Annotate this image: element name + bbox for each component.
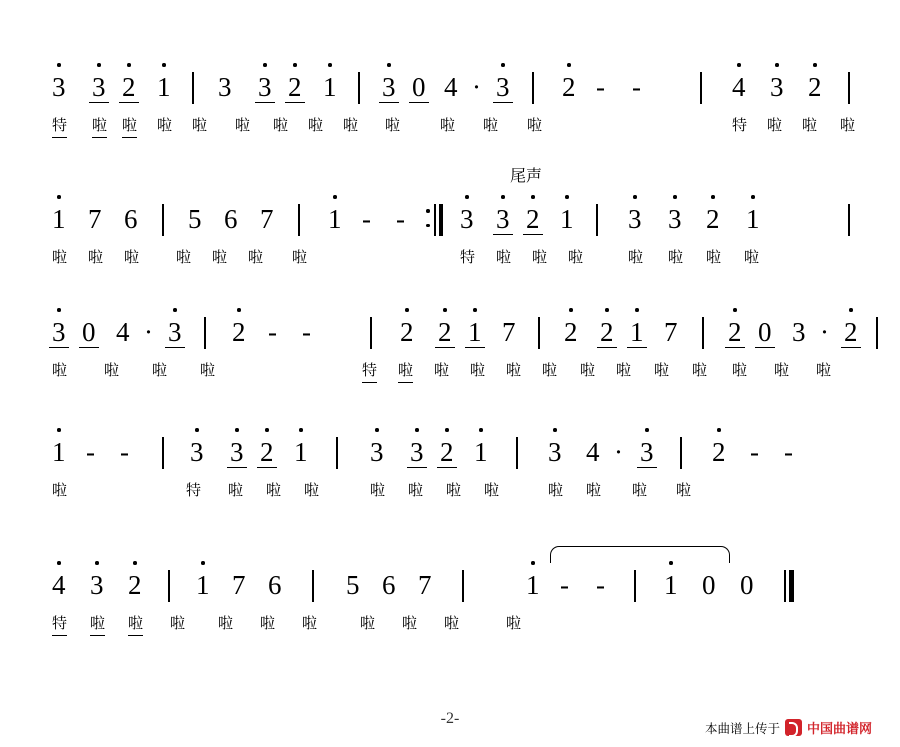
lyric-syllable: 啦 — [532, 248, 548, 266]
note: 6 — [224, 204, 238, 234]
barline — [162, 204, 164, 236]
note: 2 — [706, 204, 720, 234]
lyric-syllable: 啦 — [440, 116, 456, 134]
barline — [168, 570, 170, 602]
music-system — [40, 435, 860, 509]
lyrics-row — [40, 246, 860, 276]
notes-row — [40, 435, 860, 479]
note: 7 — [88, 204, 102, 234]
note: 2 — [128, 570, 142, 600]
lyric-syllable: 啦 — [668, 248, 684, 266]
note: 3 — [190, 437, 204, 467]
note: 3 — [770, 72, 784, 102]
lyric-syllable: 啦 — [402, 614, 418, 632]
duration-dash: - — [560, 570, 569, 600]
note: 2 — [844, 317, 858, 347]
barline — [462, 570, 464, 602]
duration-dash: - — [396, 204, 405, 234]
barline — [634, 570, 636, 602]
duration-dash: - — [596, 570, 605, 600]
lyric-syllable: 啦 — [496, 248, 512, 266]
lyric-syllable: 啦 — [292, 248, 308, 266]
note: 2 — [232, 317, 246, 347]
lyric-syllable: 啦 — [176, 248, 192, 266]
lyric-syllable: 啦 — [506, 361, 522, 379]
lyric-syllable: 啦 — [732, 361, 748, 379]
lyric-syllable: 啦 — [304, 481, 320, 499]
barline — [192, 72, 194, 104]
notes-row — [40, 70, 860, 114]
lyric-syllable: 啦 — [170, 614, 186, 632]
lyric-syllable: 啦 — [122, 114, 137, 138]
lyric-syllable: 啦 — [52, 481, 68, 499]
lyric-syllable: 啦 — [248, 248, 264, 266]
note: 3 — [668, 204, 682, 234]
lyric-syllable: 特 — [460, 248, 476, 266]
lyric-syllable: 啦 — [580, 361, 596, 379]
note: 1 — [52, 437, 66, 467]
duration-dash: - — [784, 437, 793, 467]
duration-dash: - — [302, 317, 311, 347]
music-system — [40, 202, 860, 276]
note: 0 — [82, 317, 96, 347]
note: 7 — [502, 317, 516, 347]
note: 4 — [444, 72, 458, 102]
lyric-syllable: 啦 — [676, 481, 692, 499]
note: 1 — [746, 204, 760, 234]
note: 2 — [122, 72, 136, 102]
augmentation-dot: · — [472, 72, 481, 102]
lyric-syllable: 啦 — [446, 481, 462, 499]
note: 3 — [168, 317, 182, 347]
lyric-syllable: 啦 — [398, 359, 413, 383]
notes-row — [40, 568, 860, 612]
lyric-syllable: 啦 — [408, 481, 424, 499]
lyric-syllable: 啦 — [586, 481, 602, 499]
barline — [312, 570, 314, 602]
note: 0 — [412, 72, 426, 102]
augmentation-dot: · — [144, 317, 153, 347]
lyric-syllable: 啦 — [816, 361, 832, 379]
lyric-syllable: 啦 — [52, 248, 68, 266]
lyric-syllable: 特 — [52, 114, 67, 138]
lyric-syllable: 啦 — [444, 614, 460, 632]
lyric-syllable: 啦 — [88, 248, 104, 266]
lyric-syllable: 啦 — [128, 612, 143, 636]
barline — [538, 317, 540, 349]
lyric-syllable: 啦 — [484, 481, 500, 499]
note: 3 — [460, 204, 474, 234]
note: 6 — [124, 204, 138, 234]
phrase-bracket — [550, 546, 730, 563]
lyric-syllable: 啦 — [434, 361, 450, 379]
lyric-syllable: 啦 — [692, 361, 708, 379]
augmentation-dot: · — [820, 317, 829, 347]
lyric-syllable: 啦 — [360, 614, 376, 632]
lyric-syllable: 啦 — [124, 248, 140, 266]
note: 2 — [526, 204, 540, 234]
barline — [370, 317, 372, 349]
duration-dash: - — [596, 72, 605, 102]
lyric-syllable: 啦 — [370, 481, 386, 499]
note: 1 — [323, 72, 337, 102]
note: 2 — [808, 72, 822, 102]
lyric-syllable: 啦 — [266, 481, 282, 499]
note: 3 — [90, 570, 104, 600]
lyric-syllable: 啦 — [104, 361, 120, 379]
note: 2 — [260, 437, 274, 467]
lyric-syllable: 啦 — [218, 614, 234, 632]
lyric-syllable: 啦 — [706, 248, 722, 266]
note: 2 — [400, 317, 414, 347]
lyric-syllable: 啦 — [470, 361, 486, 379]
note: 7 — [232, 570, 246, 600]
lyric-syllable: 啦 — [483, 116, 499, 134]
barline — [298, 204, 300, 236]
note: 7 — [260, 204, 274, 234]
lyric-syllable: 啦 — [343, 116, 359, 134]
lyric-syllable: 啦 — [212, 248, 228, 266]
note: 2 — [564, 317, 578, 347]
augmentation-dot: · — [614, 437, 623, 467]
barline — [876, 317, 878, 349]
lyric-syllable: 啦 — [628, 248, 644, 266]
lyric-syllable: 啦 — [152, 361, 168, 379]
note: 2 — [712, 437, 726, 467]
annotation-weisheng: 尾声 — [510, 166, 543, 185]
note: 2 — [440, 437, 454, 467]
lyric-syllable: 啦 — [802, 116, 818, 134]
note: 1 — [664, 570, 678, 600]
lyric-syllable: 特 — [186, 481, 202, 499]
note: 1 — [474, 437, 488, 467]
lyric-syllable: 啦 — [542, 361, 558, 379]
note: 3 — [496, 204, 510, 234]
lyric-syllable: 啦 — [616, 361, 632, 379]
note: 3 — [218, 72, 232, 102]
note: 1 — [560, 204, 574, 234]
note: 4 — [52, 570, 66, 600]
note: 7 — [664, 317, 678, 347]
lyric-syllable: 特 — [362, 359, 377, 383]
credit-text: 本曲谱上传于 — [705, 720, 781, 736]
site-name: 中国曲谱网 — [807, 722, 873, 737]
note: 0 — [702, 570, 716, 600]
music-system — [40, 70, 860, 144]
lyric-syllable: 啦 — [52, 361, 68, 379]
music-system — [40, 315, 860, 389]
lyric-syllable: 啦 — [260, 614, 276, 632]
lyric-syllable: 啦 — [506, 614, 522, 632]
qupu-logo-icon — [785, 719, 802, 736]
note: 2 — [288, 72, 302, 102]
barline — [702, 317, 704, 349]
note: 4 — [732, 72, 746, 102]
notes-row — [40, 202, 860, 246]
note: 3 — [92, 72, 106, 102]
duration-dash: - — [632, 72, 641, 102]
note: 6 — [382, 570, 396, 600]
note: 3 — [640, 437, 654, 467]
note: 2 — [600, 317, 614, 347]
music-system — [40, 568, 860, 642]
site-credit — [705, 718, 872, 737]
barline — [680, 437, 682, 469]
lyric-syllable: 啦 — [744, 248, 760, 266]
note: 1 — [630, 317, 644, 347]
duration-dash: - — [362, 204, 371, 234]
notes-row — [40, 315, 860, 359]
lyric-syllable: 啦 — [308, 116, 324, 134]
note: 5 — [346, 570, 360, 600]
lyrics-row — [40, 612, 860, 642]
barline — [336, 437, 338, 469]
lyric-syllable: 啦 — [273, 116, 289, 134]
note: 3 — [628, 204, 642, 234]
lyric-syllable: 啦 — [632, 481, 648, 499]
note: 3 — [52, 317, 66, 347]
lyric-syllable: 啦 — [568, 248, 584, 266]
note: 3 — [52, 72, 66, 102]
note: 5 — [188, 204, 202, 234]
note: 3 — [370, 437, 384, 467]
note: 3 — [258, 72, 272, 102]
note: 4 — [116, 317, 130, 347]
lyrics-row — [40, 359, 860, 389]
lyric-syllable: 啦 — [385, 116, 401, 134]
duration-dash: - — [120, 437, 129, 467]
lyrics-row — [40, 479, 860, 509]
note: 1 — [196, 570, 210, 600]
note: 6 — [268, 570, 282, 600]
barline — [848, 204, 850, 236]
barline — [162, 437, 164, 469]
lyric-syllable: 啦 — [92, 114, 107, 138]
barline — [700, 72, 702, 104]
lyric-syllable: 啦 — [774, 361, 790, 379]
note: 2 — [728, 317, 742, 347]
barline — [532, 72, 534, 104]
lyric-syllable: 啦 — [200, 361, 216, 379]
note: 0 — [758, 317, 772, 347]
lyric-syllable: 啦 — [654, 361, 670, 379]
note: 1 — [328, 204, 342, 234]
note: 3 — [496, 72, 510, 102]
note: 7 — [418, 570, 432, 600]
lyric-syllable: 啦 — [90, 612, 105, 636]
note: 1 — [468, 317, 482, 347]
note: 1 — [157, 72, 171, 102]
page-number: -2- — [440, 710, 460, 727]
lyric-syllable: 啦 — [767, 116, 783, 134]
note: 2 — [438, 317, 452, 347]
barline — [204, 317, 206, 349]
note: 3 — [548, 437, 562, 467]
lyric-syllable: 啦 — [302, 614, 318, 632]
barline — [358, 72, 360, 104]
lyric-syllable: 啦 — [157, 116, 173, 134]
note: 1 — [526, 570, 540, 600]
note: 3 — [382, 72, 396, 102]
lyric-syllable: 啦 — [527, 116, 543, 134]
lyric-syllable: 啦 — [192, 116, 208, 134]
note: 1 — [52, 204, 66, 234]
note: 2 — [562, 72, 576, 102]
duration-dash: - — [750, 437, 759, 467]
lyric-syllable: 啦 — [235, 116, 251, 134]
note: 0 — [740, 570, 754, 600]
duration-dash: - — [268, 317, 277, 347]
barline — [848, 72, 850, 104]
duration-dash: - — [86, 437, 95, 467]
lyric-syllable: 特 — [732, 116, 748, 134]
lyric-syllable: 啦 — [548, 481, 564, 499]
note: 4 — [586, 437, 600, 467]
barline — [596, 204, 598, 236]
lyrics-row — [40, 114, 860, 144]
lyric-syllable: 特 — [52, 612, 67, 636]
note: 3 — [410, 437, 424, 467]
note: 3 — [230, 437, 244, 467]
lyric-syllable: 啦 — [840, 116, 856, 134]
lyric-syllable: 啦 — [228, 481, 244, 499]
note: 3 — [792, 317, 806, 347]
note: 1 — [294, 437, 308, 467]
barline — [516, 437, 518, 469]
